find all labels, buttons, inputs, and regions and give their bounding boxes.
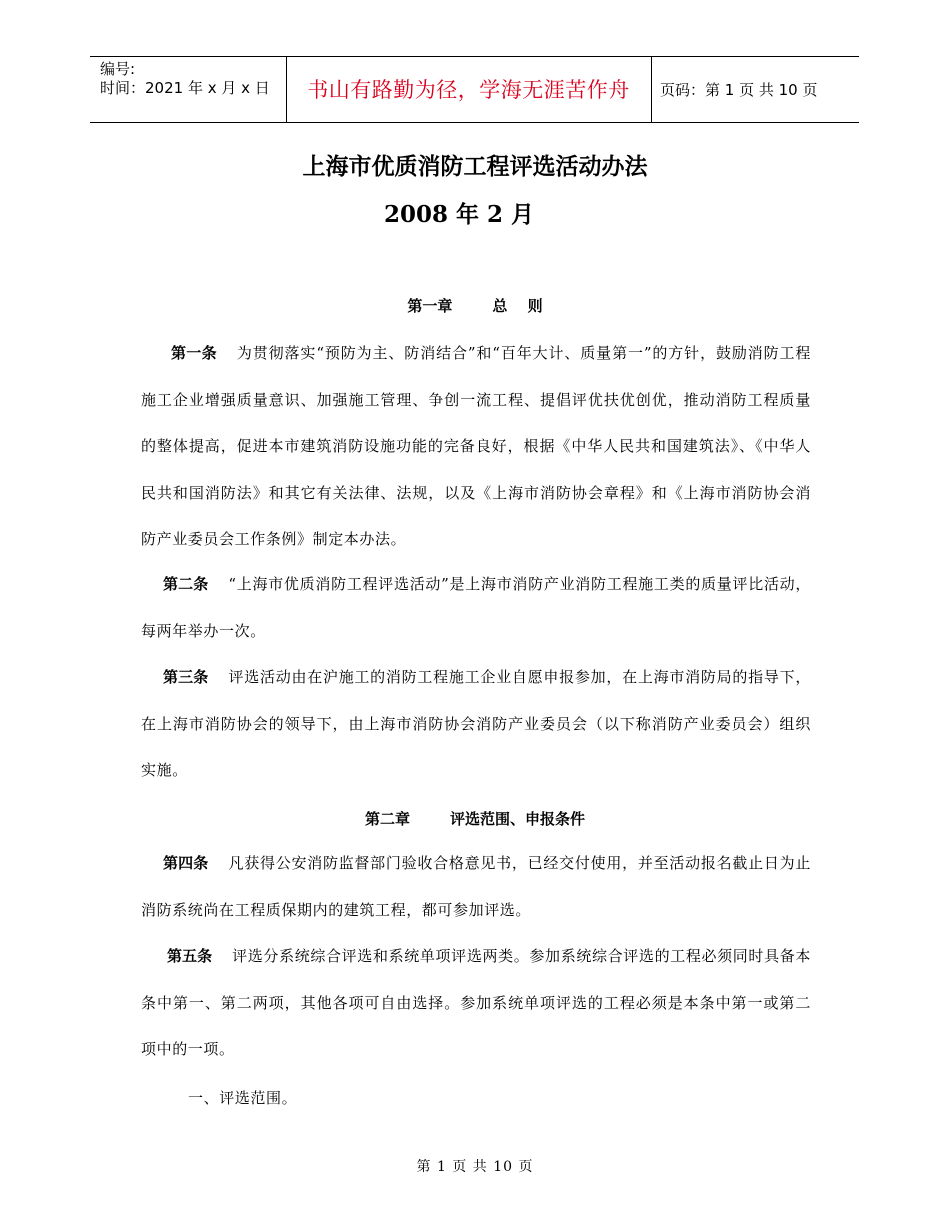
header-page-info: 页码：第 1 页 共 10 页: [660, 80, 818, 99]
header-motto: 书山有路勤为径，学海无涯苦作舟: [307, 78, 630, 102]
article-1: [141, 330, 811, 563]
document-date: 2008 年 2 月: [384, 201, 535, 228]
article-label: 第三条: [163, 668, 209, 686]
chapter-heading-2: [0, 808, 950, 829]
article-text: 评选活动由在沪施工的消防工程施工企业自愿申报参加，在上海市消防局的指导下，在上海市消防协会的领导下，由上海市消防协会消防产业委员会（以下称消防产业委员会）组织实施。: [141, 668, 811, 779]
article-text: 凡获得公安消防监督部门验收合格意见书，已经交付使用，并至活动报名截止日为止消防系统尚在工程质保期内的建筑工程，都可参加评选。: [141, 854, 811, 919]
chapter-label: 第一章: [407, 297, 453, 315]
chapter-heading-1: [0, 295, 950, 316]
article-5: [141, 933, 811, 1073]
article-2: [141, 561, 811, 654]
article-text: 评选分系统综合评选和系统单项评选两类。参加系统综合评选的工程必须同时具备本条中第一、第二两项，其他各项可自由选择。参加系统单项评选的工程必须是本条中第一或第二项中的一项。: [141, 947, 811, 1058]
article-label: 第五条: [167, 947, 213, 965]
article-label: 第二条: [163, 575, 209, 593]
header-number-label: 编号:: [100, 60, 136, 78]
header-divider: [651, 56, 652, 122]
article-text: 为贯彻落实“预防为主、防消结合”和“百年大计、质量第一”的方针，鼓励消防工程施工企业增强质量意识、加强施工管理、争创一流工程、提倡评优扶优创优，推动消防工程质量的整体提高，促进本市建筑消防设施功能的完备良好，根据《中华人民共和国建筑法》、《中华人民共和国消防法》和其它有关法律、法规，以及《上海市消防协会章程》和《上海市消防协会消防产业委员会工作条例》制定本办法。: [141, 344, 811, 548]
header-meta: [100, 60, 270, 98]
header-bottom-rule: [90, 122, 859, 123]
article-3: [141, 654, 811, 794]
article-4: [141, 840, 811, 933]
article-label: 第四条: [163, 854, 209, 872]
article-label: 第一条: [171, 344, 217, 362]
chapter-name: 评选范围、申报条件: [450, 810, 586, 828]
chapter-name: 总 则: [492, 297, 543, 315]
article-text: “上海市优质消防工程评选活动”是上海市消防产业消防工程施工类的质量评比活动，每两年举办一次。: [141, 575, 811, 640]
chapter-label: 第二章: [364, 810, 410, 828]
header-time-label: 时间：2021 年 x 月 x 日: [100, 79, 270, 97]
page-footer: 第 1 页 共 10 页: [416, 1159, 534, 1175]
list-item-scope: 一、评选范围。: [188, 1089, 298, 1107]
document-title: 上海市优质消防工程评选活动办法: [302, 153, 648, 180]
